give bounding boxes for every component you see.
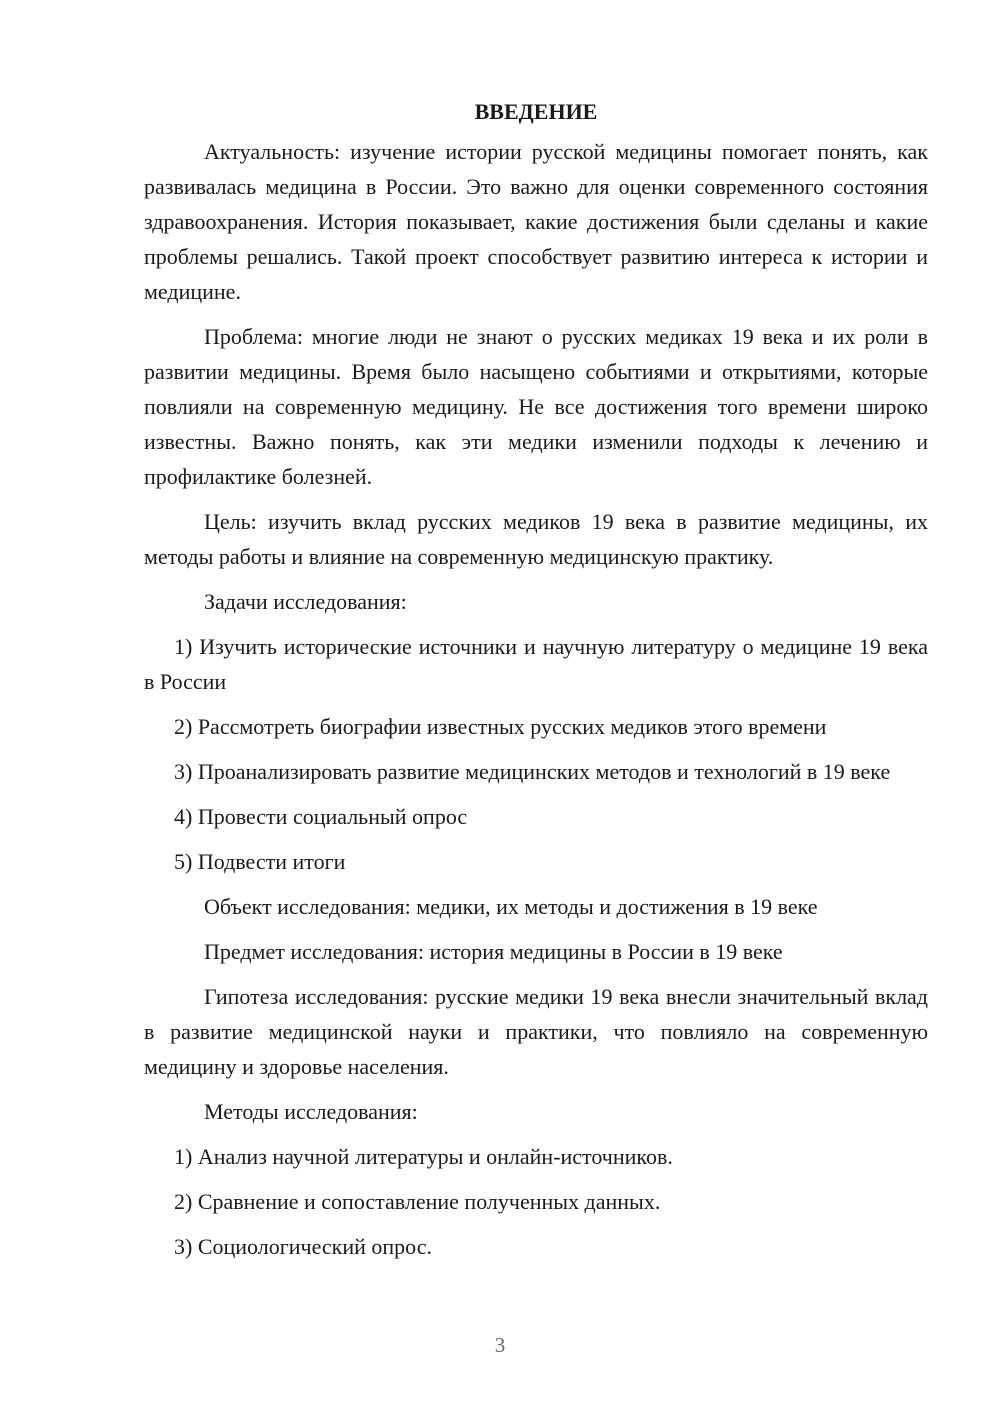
task-item: 4) Провести социальный опрос — [174, 804, 468, 829]
task-item: 3) Проанализировать развитие медицинских методов и технологий в 19 веке — [174, 759, 891, 784]
method-item: 2) Сравнение и сопоставление полученных данных. — [174, 1189, 661, 1214]
paragraph-relevance: Актуальность: изучение истории русской медицины помогает понять, как развивалась медицина в России. Это важно для оценки современного состояния здравоохранения. История показывает, какие достижения были сделаны и какие проблемы решались. Такой проект способствует развитию интереса к истории и медицине. — [144, 139, 928, 304]
paragraph-problem: Проблема: многие люди не знают о русских медиках 19 века и их роли в развитии медицины. Время было насыщено событиями и открытиями, которые повлияли на современную медицину. Не все достижения того времени широко известны. Важно понять, как эти медики изменили подходы к лечению и профилактике болезней. — [144, 324, 928, 489]
page-content — [144, 94, 928, 1274]
task-item: 1) Изучить исторические источники и научную литературу о медицине 19 века в России — [144, 634, 928, 694]
research-subject: Предмет исследования: история медицины в России в 19 веке — [204, 939, 783, 964]
page-number: 3 — [494, 1333, 506, 1357]
task-item: 2) Рассмотреть биографии известных русских медиков этого времени — [174, 714, 827, 739]
methods-heading: Методы исследования: — [204, 1099, 418, 1124]
page-title: ВВЕДЕНИЕ — [474, 99, 598, 124]
tasks-heading: Задачи исследования: — [204, 589, 407, 614]
method-item: 1) Анализ научной литературы и онлайн-источников. — [174, 1144, 673, 1169]
research-hypothesis: Гипотеза исследования: русские медики 19 века внесли значительный вклад в развитие медицинской науки и практики, что повлияло на современную медицину и здоровье населения. — [144, 984, 928, 1079]
task-item: 5) Подвести итоги — [174, 849, 346, 874]
research-object: Объект исследования: медики, их методы и достижения в 19 веке — [204, 894, 818, 919]
method-item: 3) Социологический опрос. — [174, 1234, 432, 1259]
paragraph-goal: Цель: изучить вклад русских медиков 19 века в развитие медицины, их методы работы и влияние на современную медицинскую практику. — [144, 509, 928, 569]
